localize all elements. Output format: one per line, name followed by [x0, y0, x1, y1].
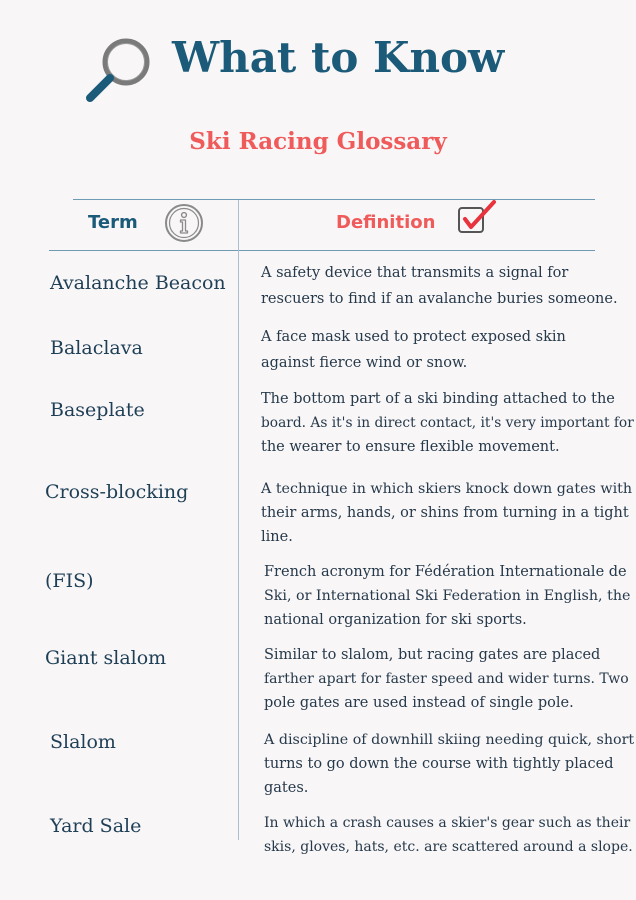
term-baseplate: Baseplate: [50, 399, 145, 421]
definition-line: pole gates are used instead of single pole.: [264, 695, 574, 711]
table-header-rule: [49, 250, 595, 251]
definition-line: A discipline of downhill skiing needing quick, short: [264, 732, 635, 748]
checkmark-icon: [456, 198, 498, 238]
definition-line: against fierce wind or snow.: [261, 355, 468, 371]
definition-line: A safety device that transmits a signal for: [261, 265, 569, 281]
definition-line: board. As it's in direct contact, it's very important for: [261, 415, 634, 431]
term-balaclava: Balaclava: [50, 337, 143, 359]
definition-line: Similar to slalom, but racing gates are placed: [264, 647, 601, 663]
column-divider: [238, 200, 239, 840]
definition-line: skis, gloves, hats, etc. are scattered around a slope.: [264, 839, 633, 855]
term-avalanche-beacon: Avalanche Beacon: [50, 272, 226, 294]
definition-line: the wearer to ensure flexible movement.: [261, 439, 560, 455]
term-fis: (FIS): [45, 570, 94, 592]
definition-line: A technique in which skiers knock down gates with: [261, 481, 633, 497]
term-cross-blocking: Cross-blocking: [45, 481, 189, 503]
definition-line: A face mask used to protect exposed skin: [261, 329, 566, 345]
definition-line: national organization for ski sports.: [264, 612, 527, 628]
definition-line: French acronym for Fédération Internationale de: [264, 564, 627, 580]
definition-line: The bottom part of a ski binding attached to the: [261, 391, 615, 407]
term-giant-slalom: Giant slalom: [45, 647, 167, 669]
term-column-header: Term: [88, 212, 138, 233]
page-title: What to Know: [172, 33, 505, 82]
definition-line: gates.: [264, 780, 309, 796]
page-subtitle: Ski Racing Glossary: [189, 128, 447, 155]
definition-line: turns to go down the course with tightly placed: [264, 756, 614, 772]
definition-line: In which a crash causes a skier's gear such as their: [264, 815, 631, 831]
definition-line: Ski, or International Ski Federation in English, the: [264, 588, 631, 604]
definition-line: their arms, hands, or shins from turning in a tight: [261, 505, 629, 521]
term-slalom: Slalom: [50, 731, 116, 753]
magnifying-glass-icon: [80, 34, 156, 106]
info-icon: [164, 203, 204, 243]
table-top-rule: [73, 199, 595, 200]
definition-line: farther apart for faster speed and wider turns. Two: [264, 671, 629, 687]
term-yard-sale: Yard Sale: [50, 815, 142, 837]
definition-column-header: Definition: [336, 212, 436, 233]
definition-line: line.: [261, 529, 293, 545]
definition-line: rescuers to find if an avalanche buries someone.: [261, 291, 618, 307]
